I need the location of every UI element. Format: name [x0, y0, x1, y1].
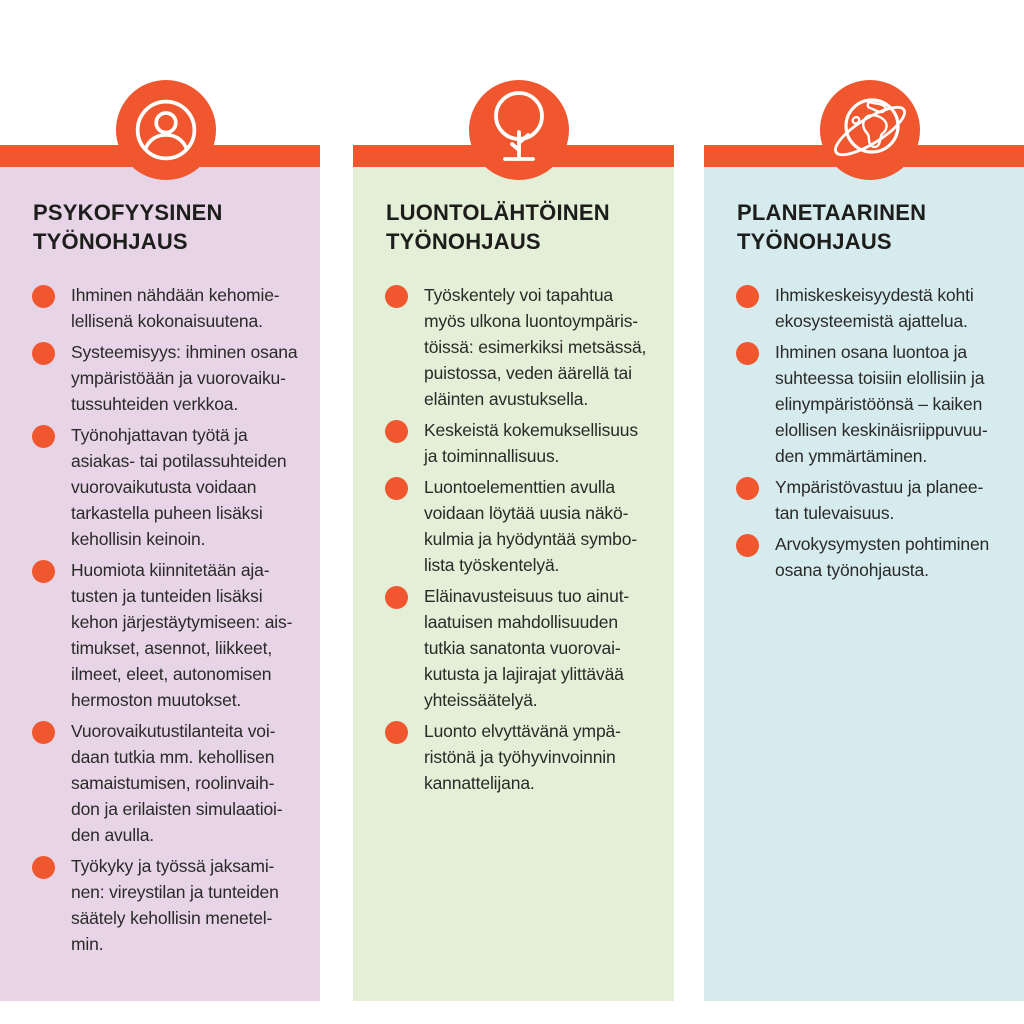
globe-icon — [824, 90, 916, 170]
bullet-item — [33, 339, 304, 417]
icon-disc — [116, 80, 216, 180]
bullet-dot-icon — [385, 477, 408, 500]
bullet-list — [33, 282, 304, 957]
bullet-dot-icon — [32, 560, 55, 583]
bullet-text: Ihmiskeskeisyydestä kohti ekosysteemistä ajattelua. — [775, 285, 974, 331]
bullet-dot-icon — [736, 342, 759, 365]
bullet-item — [386, 718, 658, 796]
bullet-item — [386, 474, 658, 578]
bullet-item — [737, 339, 1008, 469]
bullet-list — [386, 282, 658, 796]
bullet-text: Ympäristövastuu ja planee- tan tulevaisuus. — [775, 477, 984, 523]
bullet-item — [33, 853, 304, 957]
card-title: LUONTOLÄHTÖINEN TYÖNOHJAUS — [386, 200, 610, 254]
bullet-text: Ihminen nähdään kehomie- lellisenä kokonaisuutena. — [71, 285, 280, 331]
bullet-dot-icon — [385, 420, 408, 443]
bullet-dot-icon — [736, 285, 759, 308]
person-icon — [133, 97, 199, 163]
bullet-text: Luontoelementtien avulla voidaan löytää uusia näkö- kulmia ja hyödyntää symbo- lista työskentelyä. — [424, 477, 638, 575]
card-psykofyysinen — [0, 145, 320, 1001]
card-body — [353, 167, 674, 1001]
bullet-text: Eläinavusteisuus tuo ainut- laatuisen mahdollisuuden tutkia sanatonta vuorovai- kutusta ja lajirajat ylittävää yhteissäätelyä. — [424, 586, 630, 710]
bullet-dot-icon — [385, 586, 408, 609]
bullet-item — [33, 282, 304, 334]
bullet-dot-icon — [32, 425, 55, 448]
bullet-dot-icon — [736, 534, 759, 557]
icon-disc — [469, 80, 569, 180]
bullet-dot-icon — [385, 721, 408, 744]
bullet-dot-icon — [32, 856, 55, 879]
icon-disc — [820, 80, 920, 180]
bullet-text: Keskeistä kokemuksellisuus ja toiminnallisuus. — [424, 420, 638, 466]
card-body — [704, 167, 1024, 1001]
bullet-text: Luonto elvyttävänä ympä- ristönä ja työhyvinvoinnin kannattelijana. — [424, 721, 621, 793]
bullet-text: Työkyky ja työssä jaksami- nen: vireystilan ja tunteiden säätely kehollisin menetel- min. — [71, 856, 279, 954]
bullet-dot-icon — [736, 477, 759, 500]
bullet-item — [386, 583, 658, 713]
bullet-dot-icon — [32, 285, 55, 308]
bullet-item — [737, 531, 1008, 583]
bullet-dot-icon — [385, 285, 408, 308]
bullet-dot-icon — [32, 721, 55, 744]
bullet-item — [33, 718, 304, 848]
bullet-text: Työnohjattavan työtä ja asiakas- tai potilassuhteiden vuorovaikutusta voidaan tarkastella puheen lisäksi kehollisin keinoin. — [71, 425, 287, 549]
bullet-text: Huomiota kiinnitetään aja- tusten ja tunteiden lisäksi kehon järjestäytymiseen: ais- timukset, asennot, liikkeet, ilmeet, eleet, autonomisen hermoston muutokset. — [71, 560, 293, 710]
bullet-list — [737, 282, 1008, 583]
bullet-text: Arvokysymysten pohtiminen osana työnohjausta. — [775, 534, 990, 580]
bullet-item — [386, 282, 658, 412]
bullet-item — [386, 417, 658, 469]
bullet-text: Ihminen osana luontoa ja suhteessa toisiin elollisiin ja elinympäristöönsä – kaiken elollisen keskinäisriippuvuu- den ymmärtäminen. — [775, 342, 988, 466]
bullet-text: Työskentely voi tapahtua myös ulkona luontoympäris- töissä: esimerkiksi metsässä, puistossa, veden äärellä tai eläinten avustuksella. — [424, 285, 647, 409]
bullet-item — [33, 557, 304, 713]
card-title: PSYKOFYYSINEN TYÖNOHJAUS — [33, 200, 223, 254]
bullet-dot-icon — [32, 342, 55, 365]
tree-icon — [488, 91, 550, 169]
bullet-text: Vuorovaikutustilanteita voi- daan tutkia mm. kehollisen samaistumisen, roolinvaih- don ja erilaisten simulaatioi- den avulla. — [71, 721, 283, 845]
card-planetaarinen — [704, 145, 1024, 1001]
bullet-item — [737, 474, 1008, 526]
bullet-item — [33, 422, 304, 552]
card-body — [0, 167, 320, 1001]
card-title: PLANETAARINEN TYÖNOHJAUS — [737, 200, 927, 254]
bullet-item — [737, 282, 1008, 334]
card-luontolahtoinen — [353, 145, 674, 1001]
bullet-text: Systeemisyys: ihminen osana ympäristöään ja vuorovaiku- tussuhteiden verkkoa. — [71, 342, 298, 414]
